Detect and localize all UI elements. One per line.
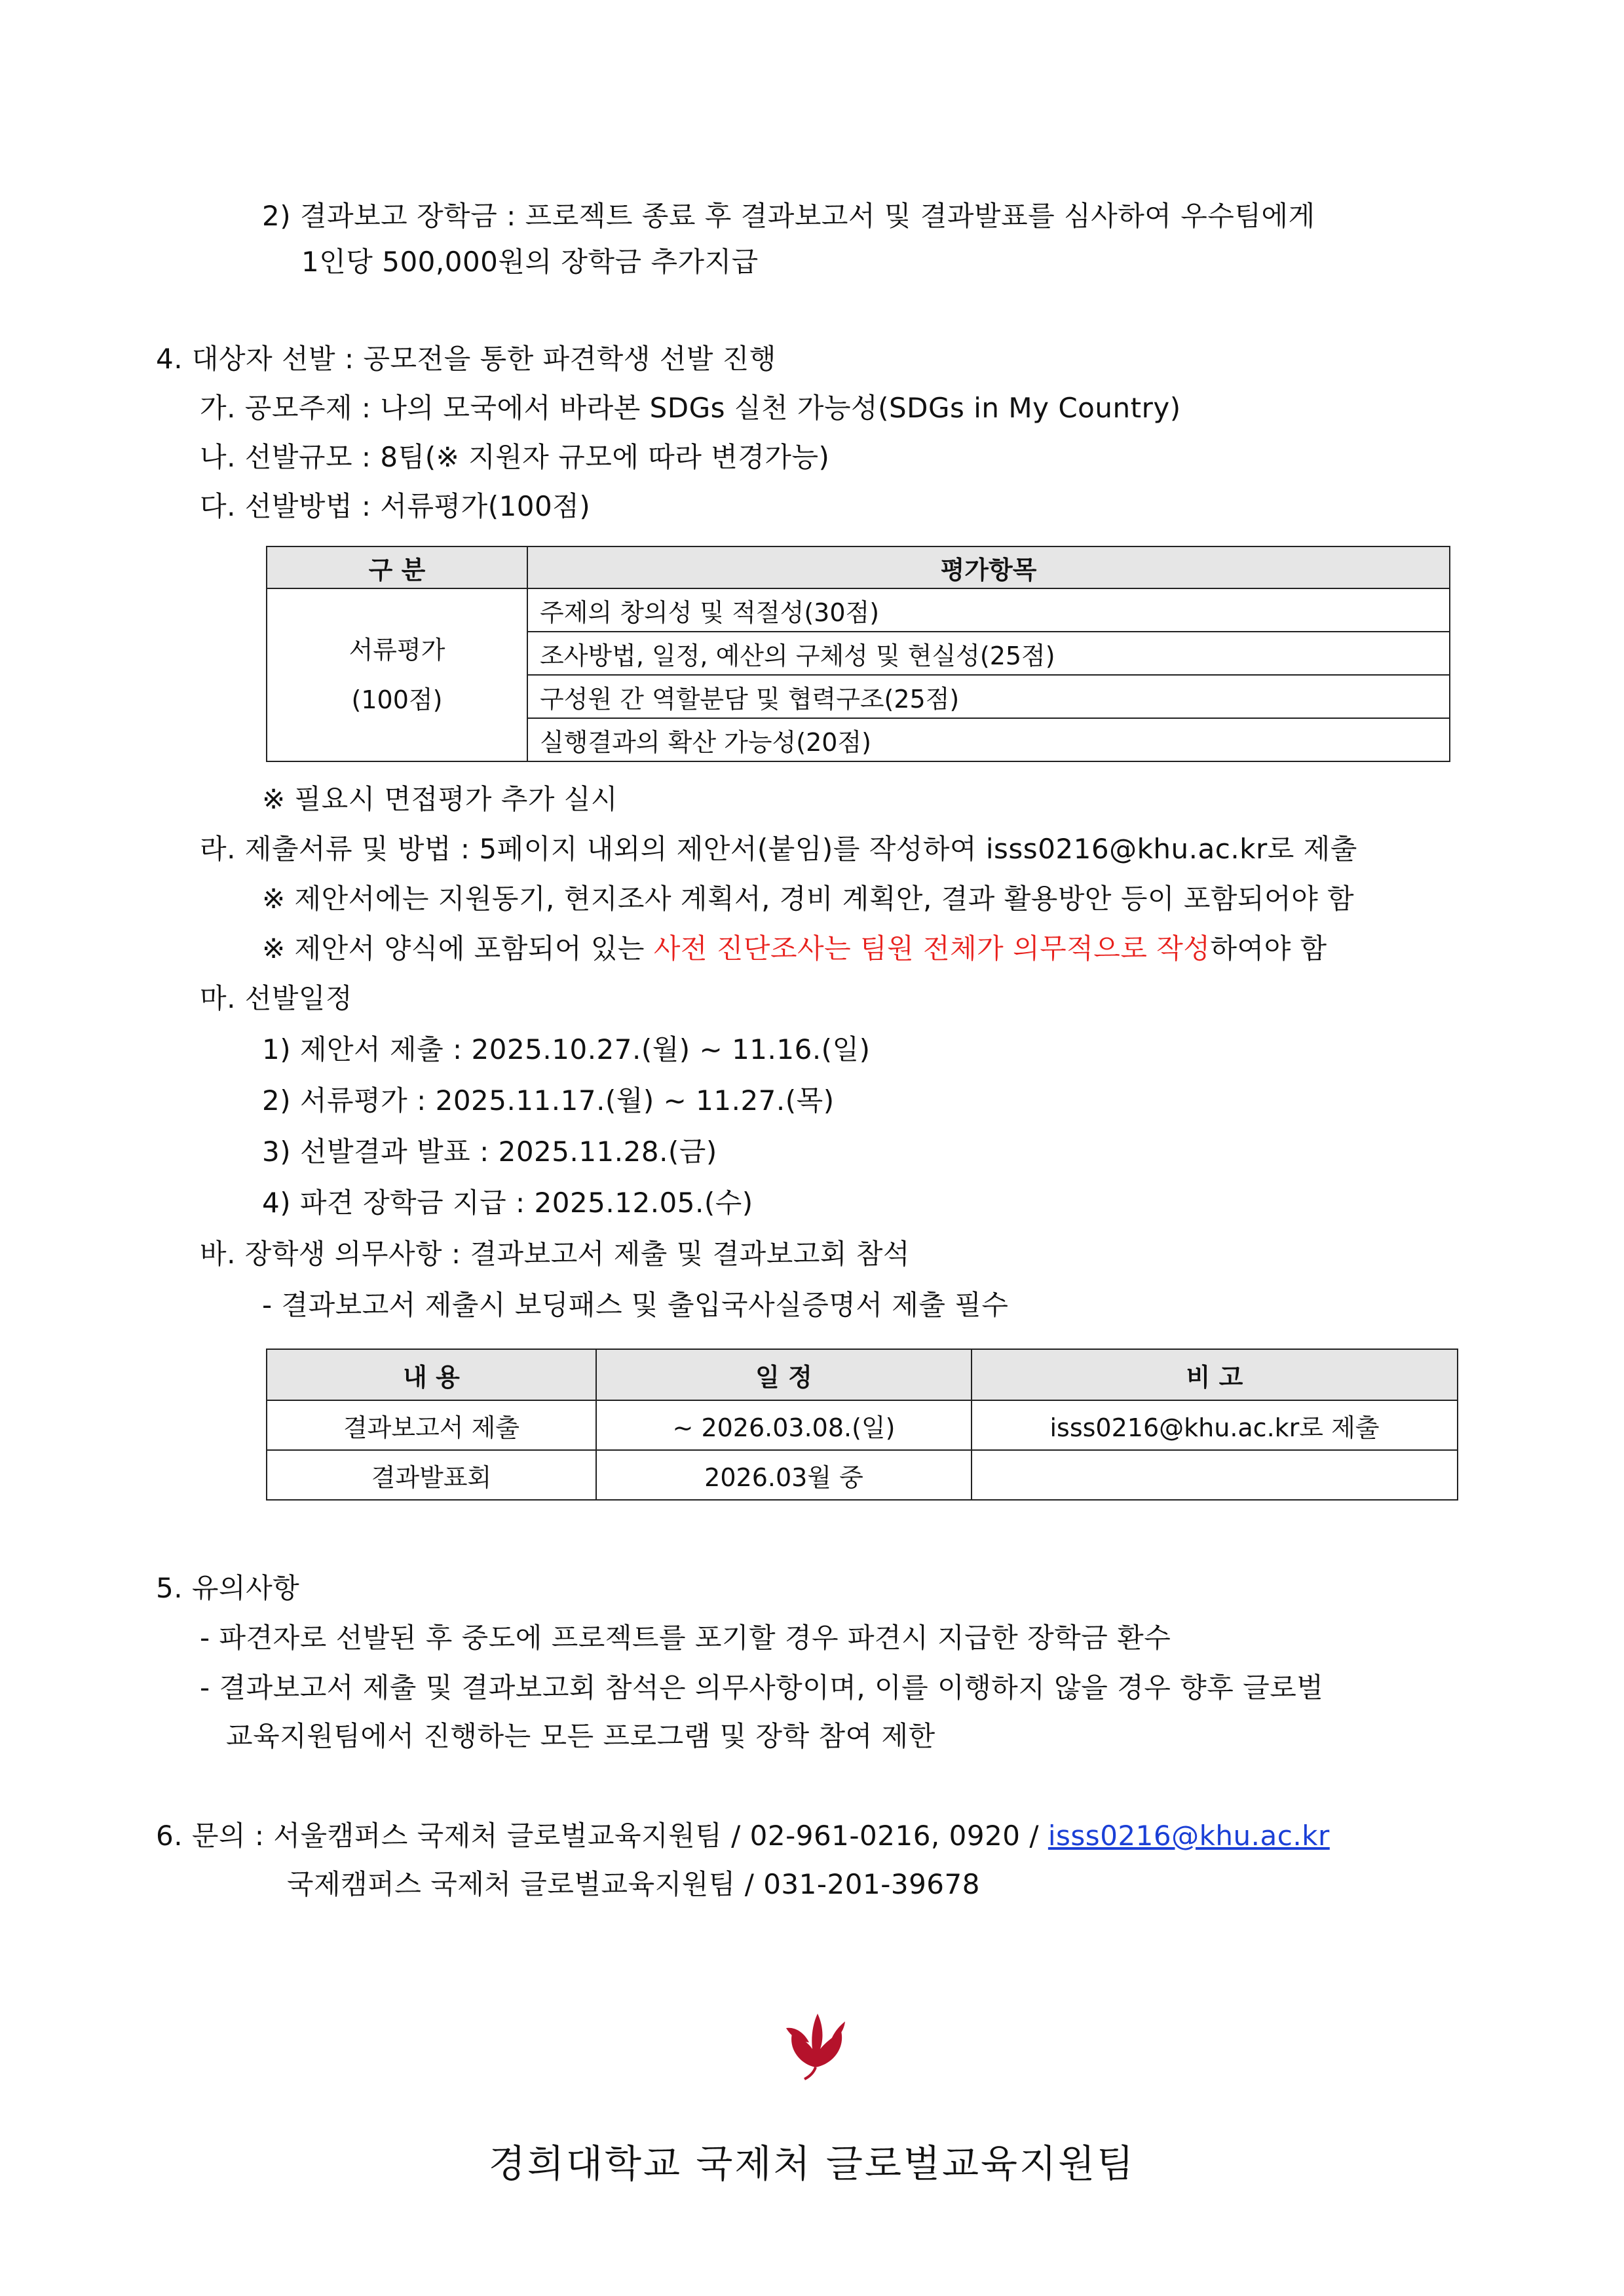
schedule-item: 2) 서류평가 : 2025.11.17.(월) ~ 11.27.(목) <box>262 1084 835 1117</box>
duty-table <box>266 1349 1458 1501</box>
section-6-line1 <box>156 1816 1330 1856</box>
schedule-item: 4) 파견 장학금 지급 : 2025.12.05.(수) <box>262 1187 753 1219</box>
magnolia-flower-logo-icon <box>773 2002 858 2080</box>
eval-item: 실행결과의 확산 가능성(20점) <box>527 718 1450 761</box>
schedule-item: 1) 제안서 제출 : 2025.10.27.(월) ~ 11.16.(일) <box>262 1033 871 1065</box>
section-5-item-2-line2: 교육지원팀에서 진행하는 모든 프로그램 및 장학 참여 제한 <box>226 1720 935 1752</box>
evaluation-table <box>266 546 1450 762</box>
scholarship-item-2-line1: 2) 결과보고 장학금 : 프로젝트 종료 후 결과보고서 및 결과발표를 심사하여 우수팀에게 <box>262 200 1315 232</box>
table-row <box>267 1400 1458 1450</box>
duty-cell <box>972 1450 1458 1500</box>
eval-category-name: 서류평가 <box>349 636 445 664</box>
eval-header-category: 구 분 <box>267 546 527 588</box>
ra-note-2-post: 하여야 함 <box>1210 932 1327 965</box>
ba-note: - 결과보고서 제출시 보딩패스 및 출입국사실증명서 제출 필수 <box>262 1289 1009 1321</box>
duty-cell: 2026.03월 중 <box>596 1450 972 1500</box>
duty-cell: 결과보고서 제출 <box>267 1400 596 1450</box>
duty-cell: ~ 2026.03.08.(일) <box>596 1400 972 1450</box>
eval-item: 조사방법, 일정, 예산의 구체성 및 현실성(25점) <box>527 632 1450 675</box>
table-row <box>267 1450 1458 1500</box>
ra-note-2-pre: ※ 제안서 양식에 포함되어 있는 <box>262 932 654 965</box>
duty-cell: isss0216@khu.ac.kr로 제출 <box>972 1400 1458 1450</box>
ra-note-1: ※ 제안서에는 지원동기, 현지조사 계획서, 경비 계획안, 결과 활용방안 등이 포함되어야 함 <box>262 883 1355 915</box>
section-4-title: 4. 대상자 선발 : 공모전을 통한 파견학생 선발 진행 <box>156 343 776 375</box>
eval-item: 구성원 간 역할분담 및 협력구조(25점) <box>527 675 1450 718</box>
ra-note-2 <box>262 929 1327 968</box>
eval-category-score: (100점) <box>351 685 443 714</box>
duty-header-schedule: 일 정 <box>596 1349 972 1400</box>
duty-header-note: 비 고 <box>972 1349 1458 1400</box>
eval-header-items: 평가항목 <box>527 546 1450 588</box>
section-4-na: 나. 선발규모 : 8팀(※ 지원자 규모에 따라 변경가능) <box>200 441 830 473</box>
contact-seoul: 6. 문의 : 서울캠퍼스 국제처 글로벌교육지원팀 / 02-961-0216, 0920 / <box>156 1820 1048 1852</box>
note-interview: ※ 필요시 면접평가 추가 실시 <box>262 783 618 815</box>
section-4-ma: 마. 선발일정 <box>200 982 353 1014</box>
section-5-item-2-line1: - 결과보고서 제출 및 결과보고회 참석은 의무사항이며, 이를 이행하지 않을 경우 향후 글로벌 <box>200 1672 1324 1704</box>
duty-cell: 결과발표회 <box>267 1450 596 1500</box>
footer-organization: 경희대학교 국제처 글로벌교육지원팀 <box>488 2141 1136 2186</box>
section-5-title: 5. 유의사항 <box>156 1572 300 1604</box>
section-4-ra: 라. 제출서류 및 방법 : 5페이지 내외의 제안서(붙임)를 작성하여 isss0216@khu.ac.kr로 제출 <box>200 833 1357 865</box>
scholarship-item-2-line2: 1인당 500,000원의 장학금 추가지급 <box>301 246 759 278</box>
ra-note-2-emphasis: 사전 진단조사는 팀원 전체가 의무적으로 작성 <box>653 932 1211 965</box>
section-6-line2: 국제캠퍼스 국제처 글로벌교육지원팀 / 031-201-39678 <box>287 1868 980 1900</box>
section-4-ba: 바. 장학생 의무사항 : 결과보고서 제출 및 결과보고회 참석 <box>200 1238 910 1270</box>
contact-email-link[interactable]: isss0216@khu.ac.kr <box>1048 1820 1330 1852</box>
section-4-ga: 가. 공모주제 : 나의 모국에서 바라본 SDGs 실천 가능성(SDGs in My Country) <box>200 392 1181 424</box>
eval-category-cell <box>267 588 527 761</box>
section-5-item-1: - 파견자로 선발된 후 중도에 프로젝트를 포기할 경우 파견시 지급한 장학금 환수 <box>200 1622 1171 1654</box>
schedule-item: 3) 선발결과 발표 : 2025.11.28.(금) <box>262 1136 717 1168</box>
duty-header-content: 내 용 <box>267 1349 596 1400</box>
section-4-da: 다. 선발방법 : 서류평가(100점) <box>200 490 591 522</box>
eval-item: 주제의 창의성 및 적절성(30점) <box>527 588 1450 632</box>
